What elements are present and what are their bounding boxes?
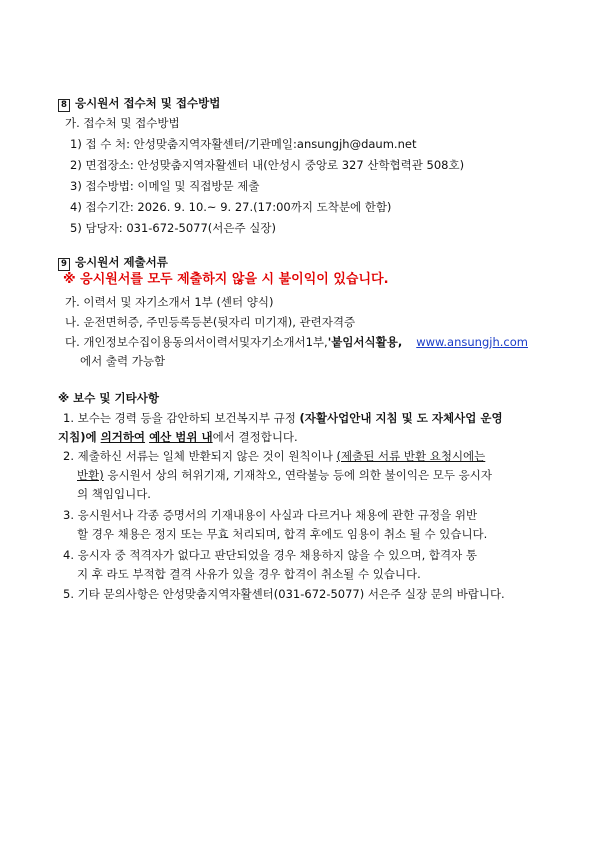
- misc-heading: ※ 보수 및 기타사항: [58, 391, 159, 405]
- item-c-bold: '붙임서식활용,: [327, 335, 403, 349]
- misc-p1-line2: [58, 429, 298, 445]
- misc-p1-bold-2: 지침)에: [58, 430, 97, 444]
- section-8-subheading: 가. 접수처 및 접수방법: [65, 116, 180, 130]
- warning-text: ※ 응시원서를 모두 제출하지 않을 시 불이익이 있습니다.: [63, 272, 389, 287]
- section-9-item-c: [65, 334, 528, 350]
- section-number-box: 9: [58, 258, 70, 271]
- misc-p1-bold: (자활사업안내 지침 및 도 자체사업 운영: [299, 411, 503, 425]
- section-8-item-1: 1) 접 수 처: 안성맞춤지역자활센터/기관메일:ansungjh@daum.net: [70, 137, 417, 151]
- misc-p1-tail: 에서 결정합니다.: [212, 430, 298, 444]
- misc-p2-line2: [77, 467, 492, 483]
- section-8-item-5: 5) 담당자: 031-672-5077(서은주 실장): [70, 221, 276, 235]
- section-8-title: 응시원서 접수처 및 접수방법: [75, 96, 221, 110]
- misc-p1-underline-2: 예산 범위 내: [149, 430, 213, 444]
- section-8-item-3: 3) 접수방법: 이메일 및 직접방문 제출: [70, 179, 260, 193]
- section-9-heading: [58, 254, 168, 271]
- misc-p4-line1: 4. 응시자 중 적격자가 없다고 판단되었을 경우 채용하지 않을 수 있으며, 합격자 통: [63, 548, 477, 562]
- item-c-text: 다. 개인정보수집이용동의서이력서및자기소개서1부,: [65, 335, 328, 349]
- misc-p3-line2: 할 경우 채용은 정지 또는 무효 처리되며, 합격 후에도 임용이 취소 될 수 있습니다.: [77, 527, 488, 541]
- section-9-item-c-cont: 에서 출력 가능함: [80, 354, 166, 368]
- misc-p5: 5. 기타 문의사항은 안성맞춤지역자활센터(031-672-5077) 서은주 실장 문의 바랍니다.: [63, 587, 505, 601]
- misc-p4-line2: 지 후 라도 부적합 결격 사유가 있을 경우 합격이 취소될 수 있습니다.: [77, 567, 421, 581]
- misc-p2-text: 2. 제출하신 서류는 일체 반환되지 않은 것이 원칙이나: [63, 449, 333, 463]
- misc-p1-underline-1: 의거하여: [100, 430, 146, 444]
- misc-p2-underline-2: 반환): [77, 468, 104, 482]
- misc-p1-text: 1. 보수는 경력 등을 감안하되 보건복지부 규정: [63, 411, 296, 425]
- misc-p2-line3: 의 책임입니다.: [77, 487, 151, 501]
- section-9-title: 응시원서 제출서류: [75, 255, 168, 269]
- misc-p3-line1: 3. 응시원서나 각종 증명서의 기재내용이 사실과 다르거나 채용에 관한 규정을 위반: [63, 508, 478, 522]
- section-9-item-a: 가. 이력서 및 자기소개서 1부 (센터 양식): [65, 295, 274, 309]
- website-link[interactable]: www.ansungjh.com: [416, 335, 528, 349]
- misc-p1-line1: [63, 410, 503, 426]
- section-9-item-b: 나. 운전면허증, 주민등록등본(뒷자리 미기재), 관련자격증: [65, 315, 356, 329]
- section-number-box: 8: [58, 99, 70, 112]
- misc-p2-underline: (제출된 서류 반환 요청시에는: [336, 449, 486, 463]
- section-8-item-4: 4) 접수기간: 2026. 9. 10.~ 9. 27.(17:00까지 도착분에 한함): [70, 200, 392, 214]
- section-8-heading: [58, 95, 220, 112]
- section-8-item-2: 2) 면접장소: 안성맞춤지역자활센터 내(안성시 중앙로 327 산학협력관 508호): [70, 158, 465, 172]
- misc-p2-text-2: 응시원서 상의 허위기재, 기재착오, 연락불능 등에 의한 불이익은 모두 응시자: [107, 468, 492, 482]
- misc-p2-line1: [63, 448, 485, 464]
